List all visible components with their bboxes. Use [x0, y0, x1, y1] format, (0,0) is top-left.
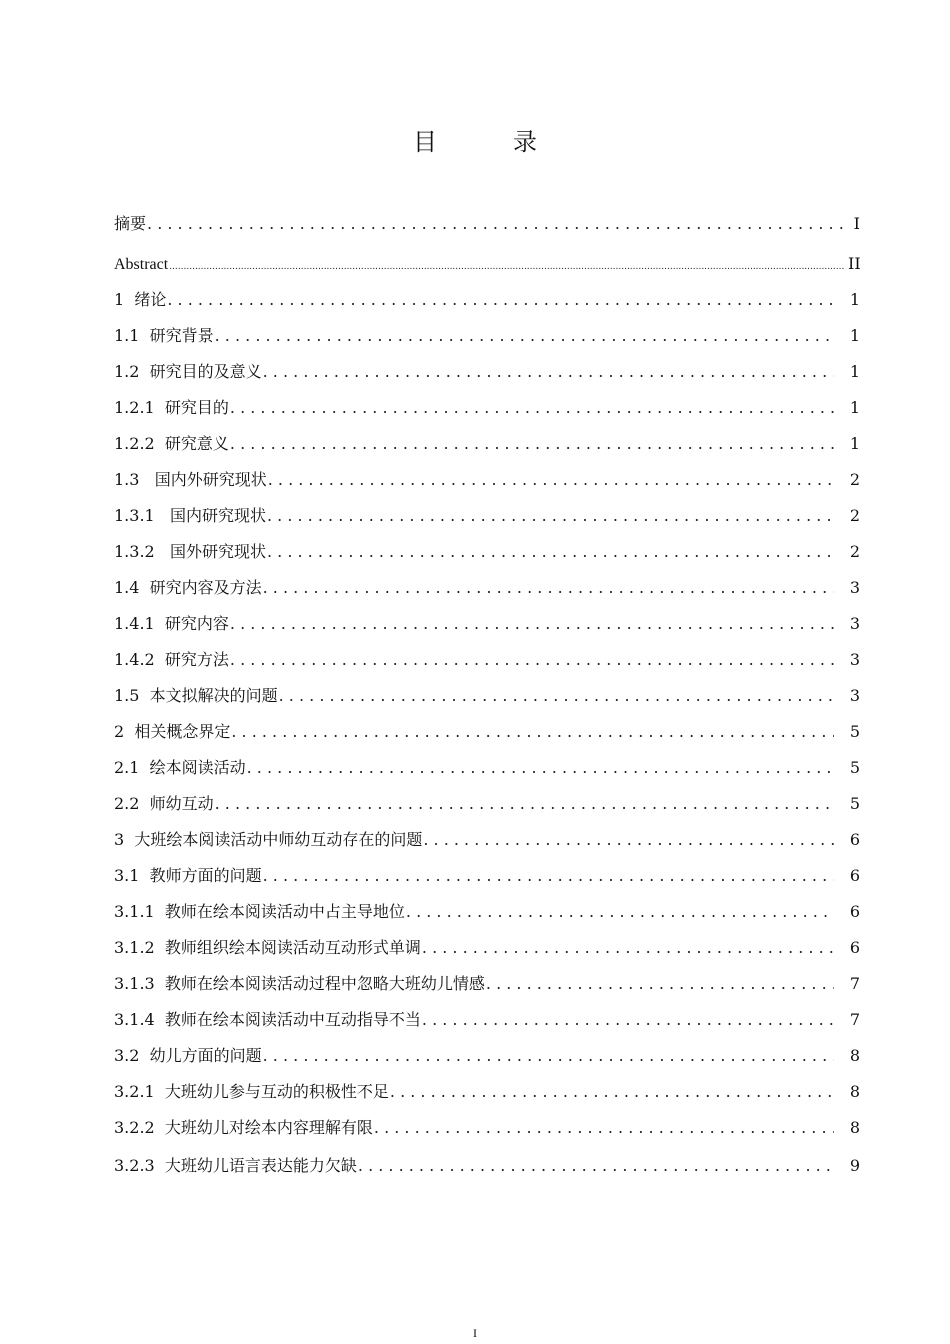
toc-entry[interactable] — [114, 750, 860, 786]
toc-dot-leader — [390, 1074, 834, 1110]
toc-entry-label: Abstract — [114, 256, 169, 273]
toc-entry[interactable] — [114, 246, 860, 282]
toc-entry[interactable] — [114, 678, 860, 714]
toc-dot-leader — [263, 1038, 834, 1074]
toc-dot-leader — [422, 930, 834, 966]
toc-entry[interactable] — [114, 966, 860, 1002]
toc-dot-leader — [231, 714, 834, 750]
toc-dot-leader — [263, 858, 834, 894]
toc-entry[interactable] — [114, 1038, 860, 1074]
toc-entry[interactable] — [114, 858, 860, 894]
toc-entry[interactable] — [114, 206, 860, 242]
toc-entry[interactable] — [114, 714, 860, 750]
toc-entry[interactable] — [114, 354, 860, 390]
toc-entry-label: 2.2 师幼互动 — [114, 794, 214, 813]
toc-entry-page-number: 1 — [849, 326, 860, 345]
toc-entry[interactable] — [114, 498, 860, 534]
toc-dot-leader — [267, 498, 834, 534]
toc-entry-page-number: 7 — [849, 1010, 860, 1029]
toc-dot-leader — [268, 462, 834, 498]
toc-entry-label: 1 绪论 — [114, 290, 167, 309]
toc-entry-page-number: 3 — [849, 578, 860, 597]
toc-entry-label: 3.1.3 教师在绘本阅读活动过程中忽略大班幼儿情感 — [114, 974, 485, 993]
toc-entry[interactable] — [114, 462, 860, 498]
toc-entry[interactable] — [114, 426, 860, 462]
toc-entry[interactable] — [114, 930, 860, 966]
toc-dot-leader — [358, 1148, 834, 1184]
toc-entry-page-number: II — [848, 254, 861, 273]
toc-entry[interactable] — [114, 318, 860, 354]
toc-entry-label: 摘要 — [114, 214, 147, 233]
toc-entry-label: 3.1.2 教师组织绘本阅读活动互动形式单调 — [114, 938, 421, 957]
toc-entry-label: 1.1 研究背景 — [114, 326, 214, 345]
toc-entry-label: 1.3.2 国外研究现状 — [114, 542, 266, 561]
toc-dot-leader — [486, 966, 834, 1002]
toc-dot-leader — [230, 642, 834, 678]
toc-entry-label: 3.1.1 教师在绘本阅读活动中占主导地位 — [114, 902, 405, 921]
toc-dot-leader — [263, 570, 834, 606]
toc-entry[interactable] — [114, 642, 860, 678]
toc-entry-label: 1.2.2 研究意义 — [114, 434, 229, 453]
toc-entry-label: 1.4.1 研究内容 — [114, 614, 229, 633]
toc-entry-page-number: 6 — [849, 830, 860, 849]
toc-dot-leader — [230, 390, 834, 426]
page-title: 目 录 — [413, 128, 563, 156]
toc-dot-leader — [423, 822, 834, 858]
toc-entry-page-number: 6 — [849, 866, 860, 885]
toc-entry-label: 3.2 幼儿方面的问题 — [114, 1046, 262, 1065]
toc-entry-page-number: 5 — [849, 794, 860, 813]
toc-entry-page-number: 6 — [849, 902, 860, 921]
toc-entry-page-number: 2 — [849, 542, 860, 561]
toc-entry-page-number: 1 — [849, 398, 860, 417]
toc-entry-page-number: 2 — [849, 506, 860, 525]
toc-entry-page-number: 3 — [849, 686, 860, 705]
toc-entry[interactable] — [114, 1148, 860, 1184]
toc-entry-label: 1.5 本文拟解决的问题 — [114, 686, 278, 705]
toc-entry-page-number: 5 — [849, 722, 860, 741]
toc-entry-label: 1.3.1 国内研究现状 — [114, 506, 266, 525]
toc-dot-leader — [247, 750, 834, 786]
toc-entry-label: 1.4.2 研究方法 — [114, 650, 229, 669]
toc-entry-label: 2.1 绘本阅读活动 — [114, 758, 246, 777]
toc-entry-page-number: I — [853, 214, 860, 233]
toc-entry[interactable] — [114, 1074, 860, 1110]
toc-entry-page-number: 2 — [849, 470, 860, 489]
toc-entry-label: 1.3 国内外研究现状 — [114, 470, 267, 489]
toc-entry-page-number: 1 — [849, 290, 860, 309]
toc-entry-page-number: 1 — [849, 362, 860, 381]
toc-entry-page-number: 3 — [849, 614, 860, 633]
toc-entry-label: 3.1 教师方面的问题 — [114, 866, 262, 885]
toc-dot-leader — [230, 606, 834, 642]
toc-entry[interactable] — [114, 786, 860, 822]
toc-entry-label: 2 相关概念界定 — [114, 722, 231, 741]
toc-dot-leader — [215, 786, 834, 822]
toc-dot-leader — [374, 1110, 834, 1146]
toc-entry-page-number: 7 — [849, 974, 860, 993]
toc-entry[interactable] — [114, 1002, 860, 1038]
toc-dot-leader — [279, 678, 834, 714]
toc-dot-leader — [422, 1002, 834, 1038]
toc-entry[interactable] — [114, 282, 860, 318]
page-footer-number: I — [473, 1326, 477, 1340]
toc-entry-page-number: 8 — [849, 1046, 860, 1065]
toc-entry[interactable] — [114, 1110, 860, 1146]
toc-entry-label: 3.2.1 大班幼儿参与互动的积极性不足 — [114, 1082, 389, 1101]
toc-entry-page-number: 5 — [849, 758, 860, 777]
toc-entry[interactable] — [114, 894, 860, 930]
toc-entry-page-number: 3 — [849, 650, 860, 669]
toc-dot-leader — [263, 354, 834, 390]
toc-entry-label: 3 大班绘本阅读活动中师幼互动存在的问题 — [114, 830, 423, 849]
toc-entry-page-number: 6 — [849, 938, 860, 957]
toc-entry[interactable] — [114, 606, 860, 642]
toc-dot-leader — [267, 534, 834, 570]
toc-dot-leader — [215, 318, 834, 354]
toc-entry-label: 3.2.3 大班幼儿语言表达能力欠缺 — [114, 1156, 357, 1175]
toc-entry-label: 3.2.2 大班幼儿对绘本内容理解有限 — [114, 1118, 373, 1137]
toc-entry-page-number: 8 — [849, 1118, 860, 1137]
toc-entry-label: 1.4 研究内容及方法 — [114, 578, 262, 597]
toc-dot-leader — [406, 894, 834, 930]
toc-entry-page-number: 8 — [849, 1082, 860, 1101]
toc-entry-label: 1.2 研究目的及意义 — [114, 362, 262, 381]
toc-entry[interactable] — [114, 390, 860, 426]
toc-dot-leader — [230, 426, 834, 462]
toc-dot-leader — [147, 206, 844, 242]
toc-entry-page-number: 9 — [849, 1156, 860, 1175]
toc-entry-label: 1.2.1 研究目的 — [114, 398, 229, 417]
toc-dot-leader — [169, 249, 844, 285]
toc-entry-label: 3.1.4 教师在绘本阅读活动中互动指导不当 — [114, 1010, 421, 1029]
toc-entry-page-number: 1 — [849, 434, 860, 453]
toc-entry[interactable] — [114, 570, 860, 606]
toc-entry[interactable] — [114, 822, 860, 858]
toc-dot-leader — [167, 282, 834, 318]
toc-entry[interactable] — [114, 534, 860, 570]
